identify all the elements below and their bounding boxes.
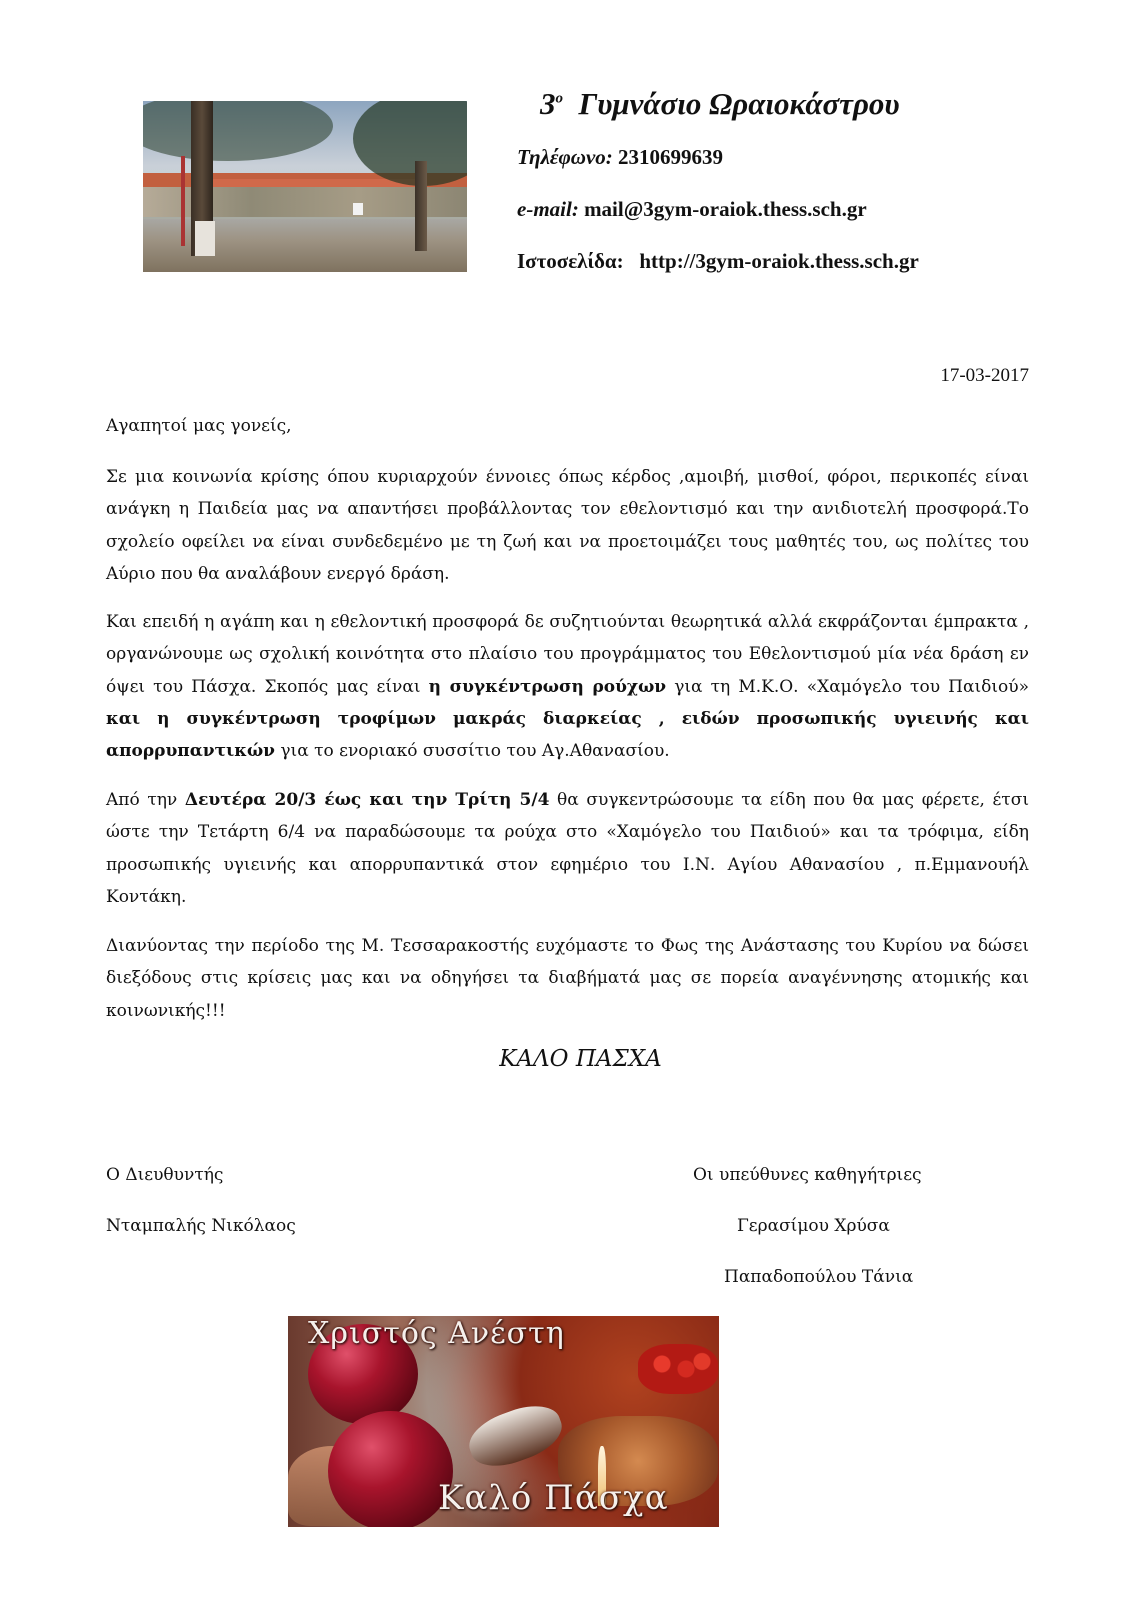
contact-phone <box>517 145 723 170</box>
contact-website <box>517 249 919 274</box>
letter-paragraph-4: Διανύοντας την περίοδο της Μ. Τεσσαρακοστής ευχόμαστε το Φως της Ανάστασης του Κυρίου να δώσει διεξόδους στις κρίσεις μας και να οδηγήσει τα διαβήματά μας σε πορεία αναγέννησης ατομικής και κοινωνικής!!! <box>106 936 1029 1021</box>
letter-paragraph-3 <box>106 784 1029 913</box>
p2-bold-2: και η συγκέντρωση τροφίμων μακράς διαρκείας , ειδών προσωπικής υγιεινής και απορρυπαντικών <box>106 708 1029 762</box>
school-title <box>540 86 900 122</box>
school-title-name: Γυμνάσιο Ωραιοκάστρου <box>578 86 900 121</box>
website-label: Ιστοσελίδα: <box>517 249 624 273</box>
letter-date: 17-03-2017 <box>940 365 1029 386</box>
image-text-happy-easter: Καλό Πάσχα <box>438 1478 669 1518</box>
teacher-name: Παπαδοπούλου Τάνια <box>724 1267 914 1287</box>
easter-greeting-image <box>288 1316 719 1527</box>
email-value[interactable]: mail@3gym-oraiok.thess.sch.gr <box>584 197 867 221</box>
photo-tree-canopy <box>143 101 333 161</box>
letter-paragraph-1: Σε μια κοινωνία κρίσης όπου κυριαρχούν έννοιες όπως κέρδος ,αμοιβή, μισθοί, φόροι, περικοπές είναι ανάγκη η Παιδεία μας να απαντήσει προβάλλοντας τον εθελοντισμό και την ανιδιοτελή προσφορά.Το σχολείο οφείλει να είναι συνδεδεμένο με τη ζωή και να προετοιμάζει τους μαθητές του, ως πολίτες του Αύριο που θα αναλάβουν ενεργό δράση. <box>106 467 1029 584</box>
teacher-name: Γερασίμου Χρύσα <box>737 1216 890 1236</box>
p2-text-3: για το ενοριακό συσσίτιο του Αγ.Αθανασίου. <box>274 741 670 762</box>
red-eggs-bowl-image <box>638 1344 718 1394</box>
contact-email <box>517 197 867 222</box>
photo-cross <box>353 203 363 215</box>
website-link[interactable]: http://3gym-oraiok.thess.sch.gr <box>639 249 919 273</box>
p2-bold-1: η συγκέντρωση ρούχων <box>428 676 667 697</box>
red-egg-image <box>328 1411 453 1527</box>
school-title-number: 3 <box>540 86 556 121</box>
photo-basketball-pole <box>181 156 185 246</box>
email-label: e-mail: <box>517 197 579 221</box>
school-title-ordinal: ο <box>555 90 563 107</box>
teachers-title: Οι υπεύθυνες καθηγήτριες <box>693 1165 922 1185</box>
p3-text-1: Από την <box>106 790 185 810</box>
school-photo <box>143 101 467 272</box>
letter-paragraph-2 <box>106 606 1029 767</box>
director-name: Νταμπαλής Νικόλαος <box>106 1216 296 1236</box>
p3-text-2: θα συγκεντρώσουμε τα είδη που θα μας φέρετε, έτσι ώστε την Τετάρτη 6/4 να παραδώσουμε τα ρούχα στο «Χαμόγελο του Παιδιού» και τα τρόφιμα, είδη προσωπικής υγιεινής και απορρυπαντικά στον εφημέριο του Ι.Ν. Αγίου Αθανασίου , π.Εμμανουήλ Κοντάκη. <box>106 790 1029 907</box>
easter-wish: ΚΑΛΟ ΠΑΣΧΑ <box>499 1046 662 1072</box>
p2-text-1: Και επειδή η αγάπη και η εθελοντική προσφορά δε συζητιούνται θεωρητικά αλλά εκφράζονται έμπρακτα , οργανώνουμε ως σχολική κοινότητα στο πλαίσιο του προγράμματος του Εθελοντισμού μία νέα δράση εν όψει του Πάσχα. Σκοπός μας είναι <box>106 612 1029 697</box>
letter-greeting: Αγαπητοί μας γονείς, <box>106 416 292 436</box>
image-text-christ-is-risen: Χριστός Ανέστη <box>308 1316 565 1351</box>
phone-value: 2310699639 <box>618 145 724 169</box>
phone-label: Τηλέφωνο: <box>517 145 613 169</box>
director-title: Ο Διευθυντής <box>106 1165 224 1185</box>
p2-text-2: για τη Μ.Κ.Ο. «Χαμόγελο του Παιδιού» <box>666 676 1029 697</box>
photo-tree-trunk-right <box>415 161 427 251</box>
sweet-image <box>462 1396 568 1475</box>
p3-bold-dates: Δευτέρα 20/3 έως και την Τρίτη 5/4 <box>184 790 550 810</box>
photo-tree-trunk-painted <box>195 221 215 256</box>
